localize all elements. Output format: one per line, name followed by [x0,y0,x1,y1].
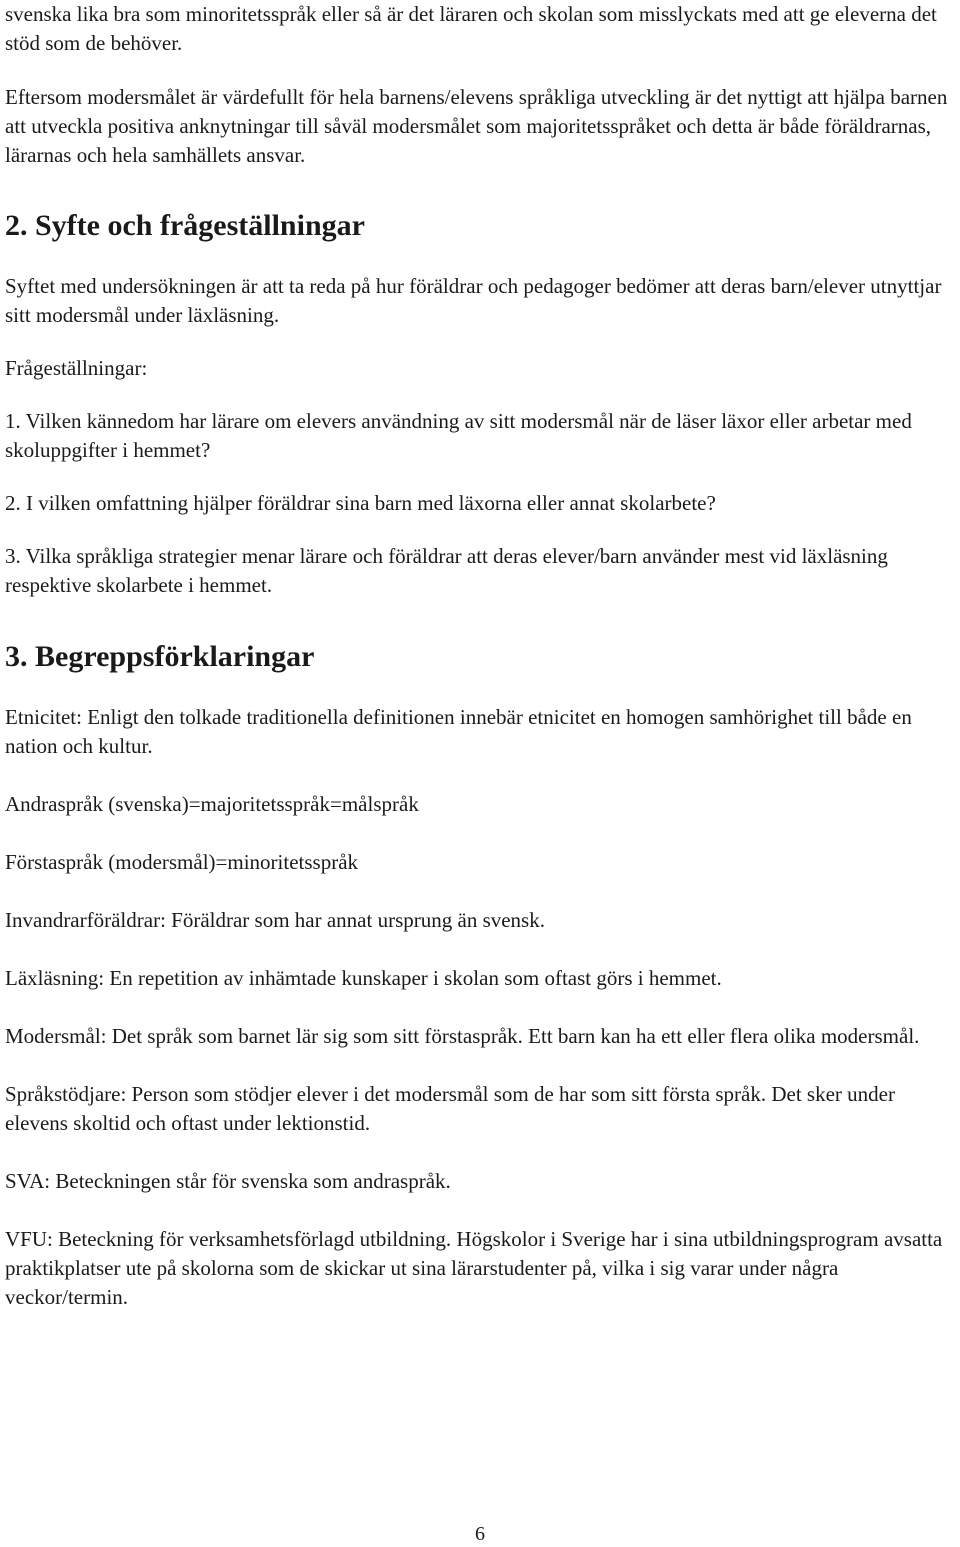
definition-item: Språkstödjare: Person som stödjer elever i det modersmål som de har som sitt första språk. Det sker under elevens skoltid och oftast under lektionstid. [5,1082,895,1135]
definition-item: Invandrarföräldrar: Föräldrar som har annat ursprung än svensk. [5,908,545,932]
definition-item: SVA: Beteckningen står för svenska som andraspråk. [5,1169,451,1193]
intro-paragraph: Eftersom modersmålet är värdefullt för hela barnens/elevens språkliga utveckling är det nyttigt att hjälpa barnen att utveckla positiva anknytningar till såväl modersmålet som majoritetsspråket och detta är både föräldrarnas, lärarnas och hela samhällets ansvar. [5,85,948,167]
document-page [5,0,955,1312]
section-heading-begrepp: 3. Begreppsförklaringar [5,640,315,673]
definition-item: Läxläsning: En repetition av inhämtade kunskaper i skolan som oftast görs i hemmet. [5,966,722,990]
definition-item: VFU: Beteckning för verksamhetsförlagd utbildning. Högskolor i Sverige har i sina utbildningsprogram avsatta praktikplatser ute på skolorna som de skickar ut sina lärarstudenter på, vilka i sig varar under några veckor/termin. [5,1227,943,1309]
question-item: 1. Vilken kännedom har lärare om elevers användning av sitt modersmål när de läser läxor eller arbetar med skoluppgifter i hemmet? [5,409,912,462]
question-item: 3. Vilka språkliga strategier menar lärare och föräldrar att deras elever/barn använder mest vid läxläsning respektive skolarbete i hemmet. [5,544,888,597]
intro-fragment: svenska lika bra som minoritetsspråk eller så är det läraren och skolan som misslyckats med att ge eleverna det stöd som de behöver. [5,2,937,55]
definition-item: Etnicitet: Enligt den tolkade traditionella definitionen innebär etnicitet en homogen samhörighet till både en nation och kultur. [5,705,912,758]
page-number: 6 [475,1523,485,1545]
definition-item: Modersmål: Det språk som barnet lär sig som sitt förstaspråk. Ett barn kan ha ett eller flera olika modersmål. [5,1024,920,1048]
question-item: 2. I vilken omfattning hjälper föräldrar sina barn med läxorna eller annat skolarbete? [5,491,716,515]
definition-item: Andraspråk (svenska)=majoritetsspråk=målspråk [5,792,419,816]
section-heading-syfte: 2. Syfte och frågeställningar [5,209,365,242]
purpose-paragraph: Syftet med undersökningen är att ta reda på hur föräldrar och pedagoger bedömer att deras barn/elever utnyttjar sitt modersmål under läxläsning. [5,274,942,327]
questions-label: Frågeställningar: [5,356,148,380]
definition-item: Förstaspråk (modersmål)=minoritetsspråk [5,850,359,874]
